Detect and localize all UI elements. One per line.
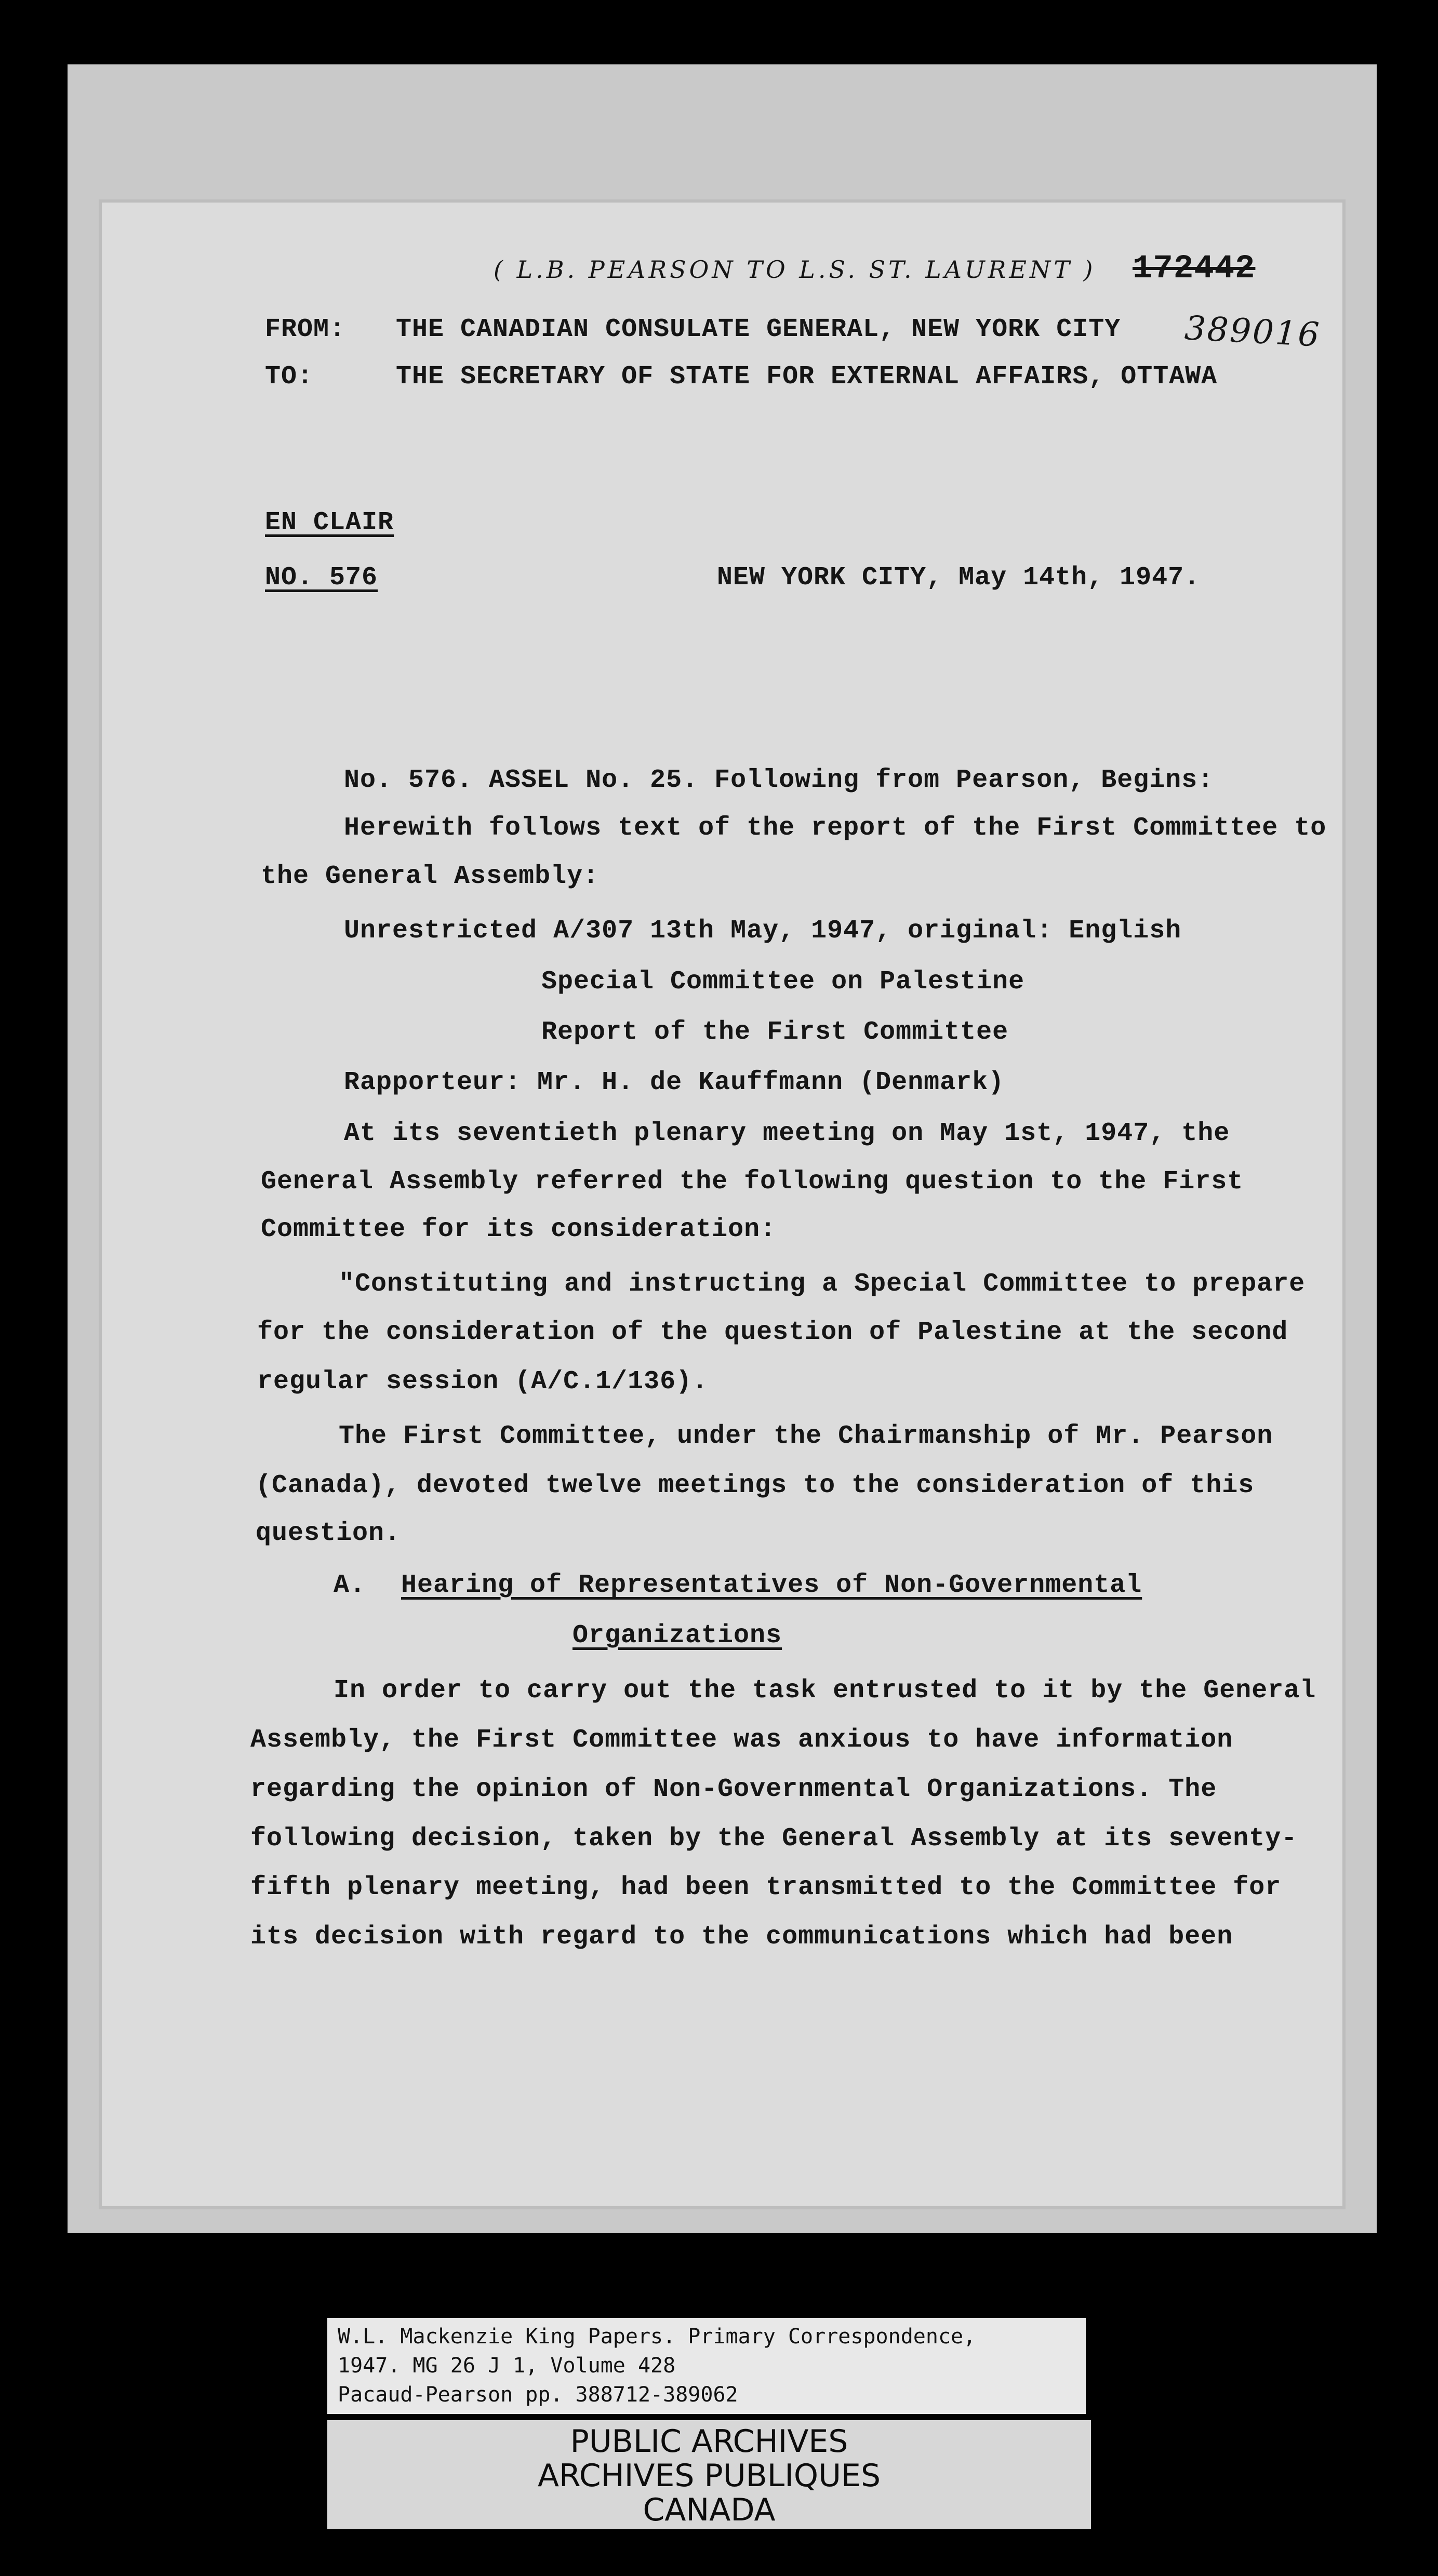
section-heading: Hearing of Representatives of Non-Governmental bbox=[401, 1571, 1142, 1600]
archive-stamp bbox=[327, 2420, 1091, 2529]
body-line: In order to carry out the task entrusted to it by the General bbox=[334, 1676, 1316, 1706]
citation-line: 1947. MG 26 J 1, Volume 428 bbox=[338, 2354, 676, 2378]
archive-stamp-line: ARCHIVES PUBLIQUES bbox=[537, 2458, 881, 2494]
citation-line: Pacaud-Pearson pp. 388712-389062 bbox=[338, 2383, 738, 2407]
document-number: 389016 bbox=[1183, 309, 1322, 355]
body-line: At its seventieth plenary meeting on May 1st, 1947, the bbox=[344, 1119, 1230, 1148]
section-heading: Organizations bbox=[572, 1621, 782, 1651]
section-letter: A. bbox=[334, 1571, 366, 1600]
place-and-date: NEW YORK CITY, May 14th, 1947. bbox=[717, 563, 1201, 593]
to-label: TO: bbox=[265, 362, 314, 392]
scanned-page-frame bbox=[68, 64, 1377, 2233]
body-line: for the consideration of the question of Palestine at the second bbox=[257, 1318, 1288, 1347]
from-label: FROM: bbox=[265, 315, 346, 344]
classification: EN CLAIR bbox=[265, 508, 394, 538]
archive-stamp-line: PUBLIC ARCHIVES bbox=[570, 2423, 848, 2460]
to-value: THE SECRETARY OF STATE FOR EXTERNAL AFFAIRS, OTTAWA bbox=[396, 362, 1218, 392]
body-line: its decision with regard to the communications which had been bbox=[250, 1922, 1233, 1952]
body-line: Unrestricted A/307 13th May, 1947, original: English bbox=[344, 916, 1182, 946]
body-line: No. 576. ASSEL No. 25. Following from Pearson, Begins: bbox=[344, 766, 1214, 795]
body-line: Committee for its consideration: bbox=[261, 1215, 777, 1244]
body-line: regarding the opinion of Non-Governmental Organizations. The bbox=[250, 1775, 1217, 1804]
message-number: NO. 576 bbox=[265, 563, 378, 593]
body-line: Assembly, the First Committee was anxious to have information bbox=[250, 1725, 1233, 1755]
body-line: General Assembly referred the following question to the First bbox=[261, 1167, 1244, 1197]
citation-line: W.L. Mackenzie King Papers. Primary Correspondence, bbox=[338, 2325, 976, 2349]
body-line: following decision, taken by the General Assembly at its seventy- bbox=[250, 1824, 1298, 1854]
handwritten-annotation: ( L.B. PEARSON TO L.S. ST. LAURENT ) bbox=[494, 256, 1096, 284]
archive-citation-label bbox=[327, 2318, 1086, 2414]
struck-reference-number: 172442 bbox=[1133, 250, 1256, 288]
from-value: THE CANADIAN CONSULATE GENERAL, NEW YORK CITY bbox=[396, 315, 1121, 344]
body-line: Report of the First Committee bbox=[541, 1017, 1009, 1047]
body-line: regular session (A/C.1/136). bbox=[257, 1367, 709, 1397]
body-line: Special Committee on Palestine bbox=[541, 967, 1025, 997]
body-line: question. bbox=[256, 1519, 401, 1548]
document-page bbox=[99, 199, 1346, 2209]
archive-stamp-line: CANADA bbox=[643, 2492, 776, 2528]
body-line: "Constituting and instructing a Special Committee to prepare bbox=[339, 1269, 1306, 1299]
body-line: Rapporteur: Mr. H. de Kauffmann (Denmark) bbox=[344, 1068, 1005, 1097]
body-line: fifth plenary meeting, had been transmitted to the Committee for bbox=[250, 1873, 1282, 1902]
body-line: the General Assembly: bbox=[261, 862, 600, 891]
body-line: Herewith follows text of the report of the First Committee to bbox=[344, 813, 1327, 843]
body-line: (Canada), devoted twelve meetings to the consideration of this bbox=[256, 1471, 1255, 1500]
body-line: The First Committee, under the Chairmanship of Mr. Pearson bbox=[339, 1421, 1273, 1451]
